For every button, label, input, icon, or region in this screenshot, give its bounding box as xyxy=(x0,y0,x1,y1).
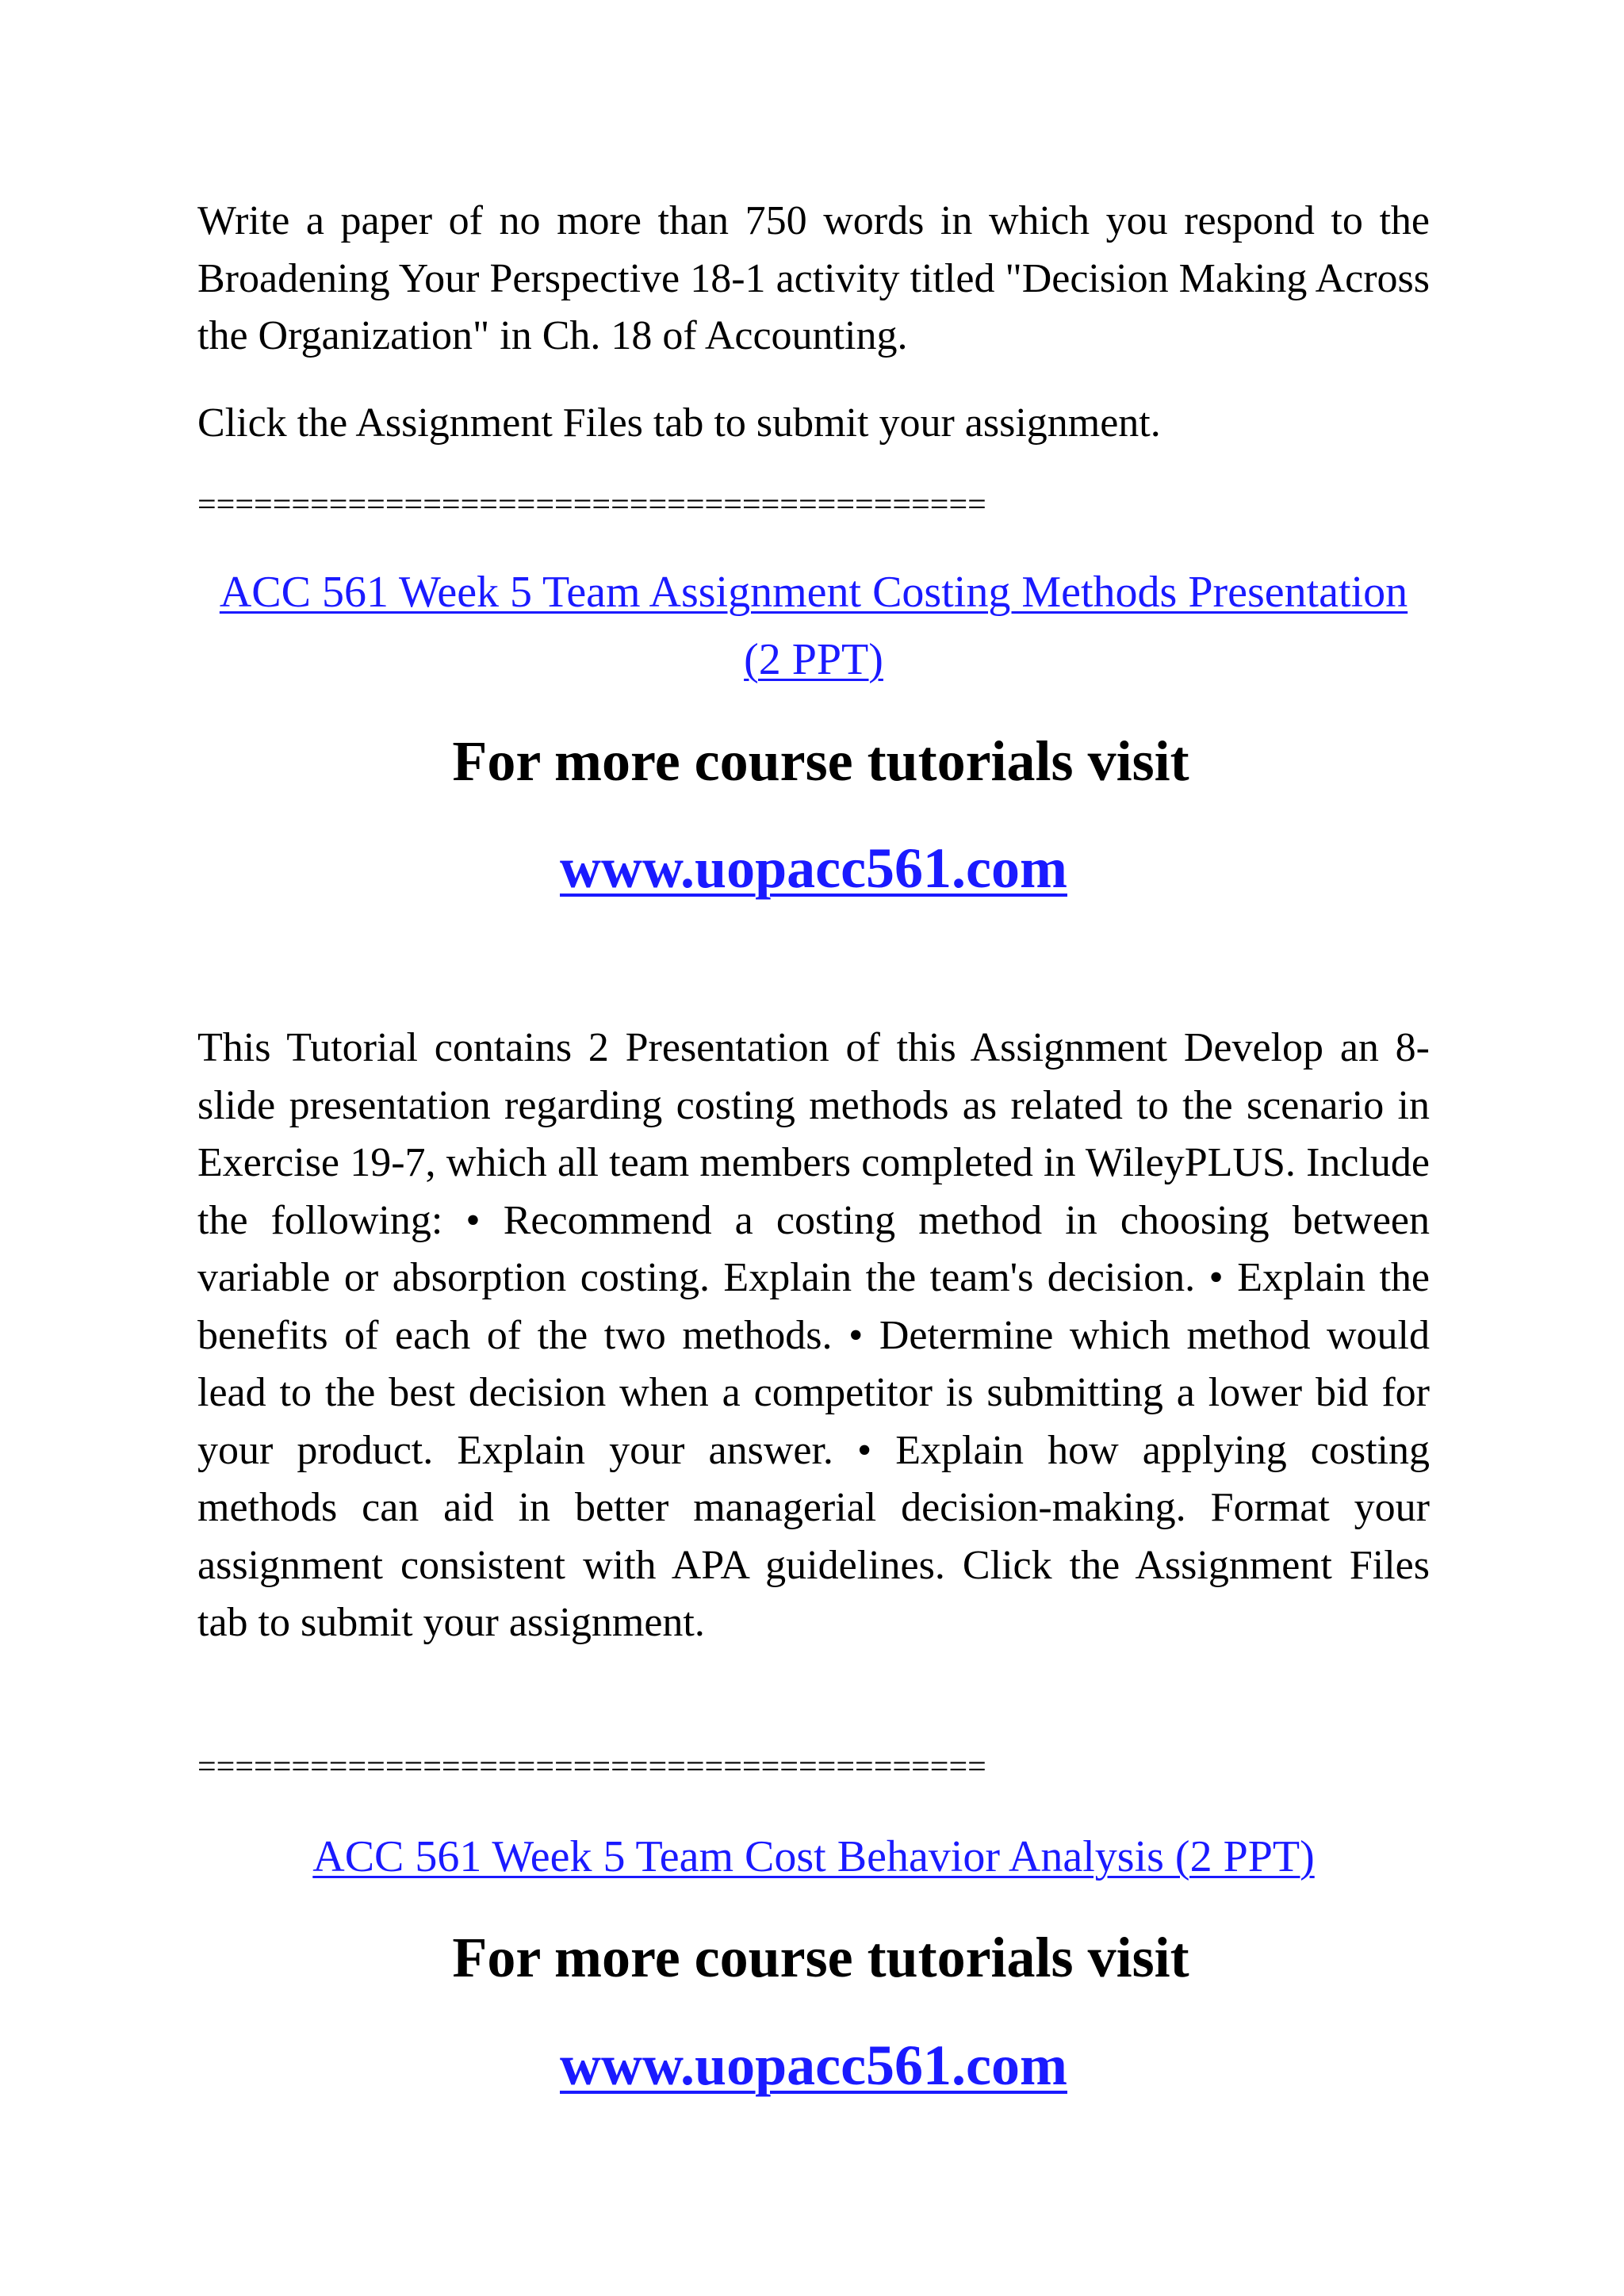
section-divider: ========================================== xyxy=(197,1749,986,1785)
visit-heading-text-1: For more course tutorials visit xyxy=(452,729,1189,793)
section-title-link-2[interactable]: ACC 561 Week 5 Team Cost Behavior Analysis (2 PPT) xyxy=(312,1832,1315,1881)
website-line-1 xyxy=(197,832,1430,904)
section-body-paragraph: This Tutorial contains 2 Presentation of this Assignment Develop an 8-slide presentation regarding costing methods as related to the scenario in Exercise 19-7, which all team members completed in WileyPLUS. Include the following: • Recommend a costing method in choosing between variable or absorption costing. Explain the team's decision. • Explain the benefits of each of the two methods. • Determine which method would lead to the best decision when a competitor is submitting a lower bid for your product. Explain your answer. • Explain how applying costing methods can aid in better managerial decision-making. Format your assignment consistent with APA guidelines. Click the Assignment Files tab to submit your assignment. xyxy=(197,1025,1430,1645)
website-link-2[interactable]: www.uopacc561.com xyxy=(560,2034,1067,2097)
website-line-2 xyxy=(197,2030,1430,2101)
section-title-1 xyxy=(197,559,1430,694)
visit-heading-text-2: For more course tutorials visit xyxy=(452,1926,1189,1989)
intro-paragraph: Write a paper of no more than 750 words in which you respond to the Broadening Your Perspective 18-1 activity titled "Decision Making Across the Organization" in Ch. 18 of Accounting. xyxy=(197,198,1430,358)
section-divider: ========================================== xyxy=(197,487,986,523)
visit-heading-2 xyxy=(197,1922,1430,1993)
submit-instruction-paragraph: Click the Assignment Files tab to submit your assignment. xyxy=(197,400,1161,446)
visit-heading-1 xyxy=(197,725,1430,797)
section-title-link-1[interactable]: ACC 561 Week 5 Team Assignment Costing Methods Presentation (2 PPT) xyxy=(219,568,1408,684)
section-title-2 xyxy=(197,1823,1430,1891)
website-link-1[interactable]: www.uopacc561.com xyxy=(560,836,1067,900)
